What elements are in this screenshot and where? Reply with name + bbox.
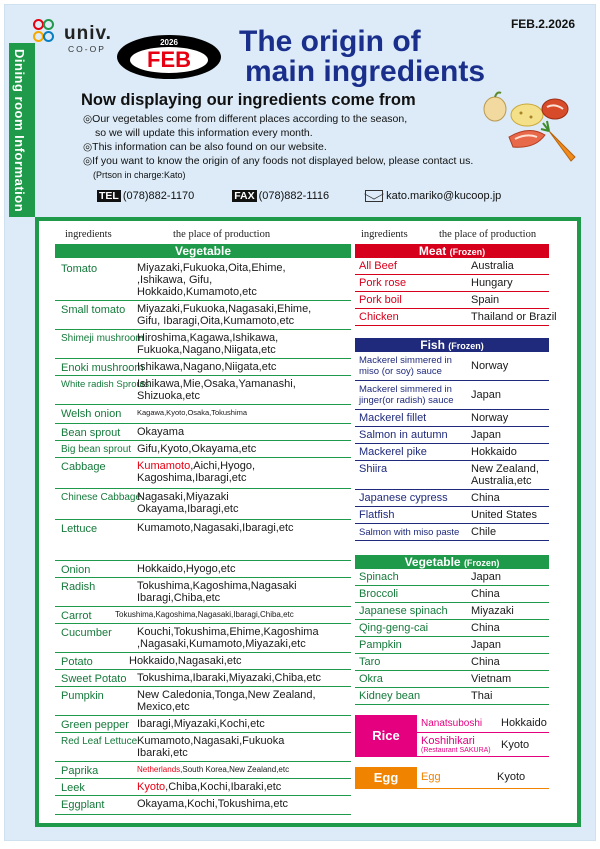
- production-place-line: Kagoshima,Ibaragi,etc: [137, 472, 247, 484]
- ingredient-name-line: Salmon with miso paste: [359, 527, 460, 538]
- production-place: [137, 781, 281, 793]
- frozen-vegetable-frozen-label: (Frozen): [463, 558, 500, 568]
- table-row: [355, 353, 549, 381]
- production-place-line: Thai: [471, 690, 493, 702]
- ingredient-name: [359, 674, 383, 685]
- ingredient-name: [359, 691, 420, 702]
- production-place: [137, 426, 184, 438]
- production-place: [137, 563, 235, 575]
- ingredient-name-line: Taro: [359, 656, 381, 668]
- production-place-line: Ibaraki,etc: [137, 747, 188, 759]
- production-place: [471, 389, 501, 401]
- ingredient-name: Sweet Potato: [61, 673, 127, 685]
- ingredient-name-line: Mackerel simmered in: [359, 355, 452, 366]
- table-row: [355, 428, 549, 444]
- production-place-line: Australia: [471, 260, 514, 272]
- production-place-line: New Caledonia,Tonga,New Zealand,: [137, 689, 316, 701]
- intro-notes: [83, 112, 473, 182]
- ingredient-name: Red Leaf Lettuce: [61, 736, 138, 747]
- table-row: [55, 579, 351, 607]
- rice-name: Koshihikari: [421, 735, 475, 747]
- ingredient-name: [359, 413, 426, 424]
- table-row: [355, 587, 549, 603]
- table-row: [355, 310, 557, 326]
- production-place-line: China: [471, 492, 500, 504]
- production-place: [137, 718, 265, 730]
- production-place: [137, 522, 294, 534]
- ingredient-name-line: Broccoli: [359, 588, 399, 600]
- table-row: [55, 654, 351, 670]
- contact-line: [97, 190, 501, 202]
- table-row: [55, 442, 351, 458]
- production-place-line: Japan: [471, 429, 501, 441]
- egg-name: Egg: [421, 771, 441, 783]
- production-place-highlight: Kyoto: [137, 781, 166, 793]
- logo-circle-icon: [43, 19, 54, 30]
- note-seasonal-cont: so we will update this information every month.: [95, 127, 313, 139]
- production-place-line: Japan: [471, 571, 501, 583]
- production-place: [471, 277, 513, 289]
- production-place-line: Kagawa,Kyoto,Osaka,Tokushima: [137, 408, 248, 417]
- ingredient-name: Green pepper: [61, 719, 129, 731]
- table-row: [355, 655, 549, 671]
- table-row: [55, 406, 351, 424]
- production-place-line: Ishikawa,Nagano,Niigata,etc: [137, 361, 277, 373]
- title-line-2: main ingredients: [245, 55, 486, 88]
- table-row: [355, 525, 549, 541]
- col-head-place-right: the place of production: [439, 229, 537, 240]
- title-line-1: The origin of: [239, 25, 421, 58]
- ingredient-name-line: Japanese cypress: [359, 492, 448, 504]
- rice-place: Kyoto: [501, 739, 530, 751]
- table-row: [55, 261, 351, 301]
- production-place-line: Fukuoka,Nagano,Niigata,etc: [137, 344, 276, 356]
- production-place: [137, 407, 247, 419]
- ingredient-name-line: Pampkin: [359, 639, 402, 651]
- production-place-line: Hokkaido,Nagasaki,etc: [129, 655, 242, 667]
- page-title: [239, 27, 485, 87]
- production-place: [471, 690, 492, 702]
- production-place-line: New Zealand,: [471, 463, 539, 475]
- ingredient-name-line: miso (or soy) sauce: [359, 366, 442, 377]
- production-place: [471, 673, 511, 685]
- production-place: [137, 332, 278, 356]
- note-contact: ◎If you want to know the origin of any foods not displayed below, please contact us.: [83, 155, 474, 167]
- rice-place: Hokkaido: [501, 717, 547, 729]
- fax-tag: FAX: [234, 190, 255, 202]
- production-place-line: ,Aichi,Hyogo,: [190, 460, 256, 472]
- table-row: [55, 780, 351, 796]
- egg-row: [417, 767, 549, 789]
- ingredient-name: [359, 464, 387, 475]
- ingredient-name: [359, 355, 452, 377]
- production-place-line: Japan: [471, 389, 501, 401]
- production-place-line: Ibaragi,Chiba,etc: [137, 592, 221, 604]
- production-place: [471, 588, 500, 600]
- egg-label: Egg: [355, 767, 417, 789]
- production-place: [115, 609, 294, 621]
- rice-row: [417, 715, 549, 733]
- frozen-vegetable-title: Vegetable: [404, 555, 461, 569]
- production-place-line: Kouchi,Tokushima,Ehime,Kagoshima: [137, 626, 319, 638]
- table-row: [55, 763, 351, 779]
- production-place: [137, 689, 316, 713]
- month-badge: [117, 35, 221, 79]
- tel-number: (078)882-1170: [122, 190, 195, 202]
- ingredient-name: Onion: [61, 564, 91, 576]
- mail-icon: [365, 190, 383, 202]
- production-place-line: Okayama,Kochi,Tokushima,etc: [137, 798, 289, 810]
- table-row: [55, 302, 351, 330]
- production-place-line: Australia,etc: [471, 475, 532, 487]
- production-place-line: China: [471, 656, 500, 668]
- ingredient-name: Pumpkin: [61, 690, 104, 702]
- table-row: [55, 331, 351, 359]
- production-place-line: Spain: [471, 294, 500, 306]
- production-place: [471, 492, 500, 504]
- vegetable-header: [55, 244, 351, 258]
- table-row: [355, 570, 549, 586]
- ingredient-name: Lettuce: [61, 523, 98, 535]
- production-place: [471, 639, 501, 651]
- ingredient-name-line: Japanese spinach: [359, 605, 448, 617]
- ingredient-name: Leek: [61, 782, 85, 794]
- ingredients-panel: [35, 217, 581, 827]
- production-place: [137, 460, 255, 484]
- ingredient-name: Bean sprout: [61, 427, 121, 439]
- production-place-line: Kumamoto,Nagasaki,Fukuoka: [137, 735, 285, 747]
- table-row: [55, 562, 351, 578]
- egg-block: [355, 767, 549, 789]
- egg-place: Kyoto: [497, 771, 526, 783]
- production-place: [137, 491, 239, 515]
- ingredient-name: [359, 640, 402, 651]
- table-row: [55, 734, 351, 762]
- production-place: [471, 429, 501, 441]
- ingredient-name: Paprika: [61, 765, 99, 777]
- ingredient-name: [359, 295, 402, 306]
- production-place: [471, 412, 508, 424]
- ingredient-name: [359, 606, 448, 617]
- production-place-line: Ibaragi,Miyazaki,Kochi,etc: [137, 718, 265, 730]
- production-place-line: China: [471, 588, 500, 600]
- fax-number: (078)882-1116: [258, 190, 330, 202]
- ingredient-name-line: Spinach: [359, 571, 399, 583]
- table-row: [355, 672, 549, 688]
- ingredient-name: Enoki mushroom: [61, 362, 144, 374]
- ingredient-name: Shimeji mushroom: [61, 333, 144, 344]
- ingredient-name: [359, 527, 459, 538]
- production-place-line: Tokushima,Kagoshima,Nagasaki: [137, 580, 297, 592]
- production-place-line: Miyazaki,Fukuoka,Oita,Ehime,: [137, 262, 286, 274]
- production-place: [137, 443, 256, 455]
- ingredient-name: Welsh onion: [61, 408, 122, 420]
- ingredient-name-line: Pork boil: [359, 294, 402, 306]
- ingredient-name: [359, 493, 448, 504]
- production-place: [137, 580, 297, 604]
- ingredient-name: Tomato: [61, 263, 98, 275]
- ingredient-name: Eggplant: [61, 799, 105, 811]
- ingredient-name: [359, 510, 394, 521]
- production-place-line: Hokkaido: [471, 446, 517, 458]
- table-row: [355, 491, 549, 507]
- note-website: ◎This information can be also found on our website.: [83, 141, 327, 153]
- fish-frozen-label: (Frozen): [448, 341, 484, 351]
- intro-subtitle: Now displaying our ingredients come from: [81, 91, 416, 109]
- production-place-line: Hokkaido,Hyogo,etc: [137, 563, 236, 575]
- production-place: [137, 361, 276, 373]
- logo-coop-text: CO-OP: [68, 44, 106, 54]
- production-place-highlight: Netherlands: [137, 765, 181, 774]
- logo-univ-text: univ.: [64, 23, 112, 44]
- ingredient-name: [359, 623, 428, 634]
- table-row: [355, 276, 549, 292]
- production-place-line: ,Ishikawa, Gifu,: [137, 274, 213, 286]
- ingredient-name: Cucumber: [61, 627, 112, 639]
- production-place: [471, 311, 557, 323]
- note-person: (Prtson in charge:Kato): [93, 170, 186, 180]
- production-place-line: China: [471, 622, 500, 634]
- rice-label: Rice: [355, 715, 417, 757]
- ingredient-name: [359, 278, 406, 289]
- production-place: [137, 262, 286, 298]
- ingredient-name: [359, 589, 398, 600]
- ingredient-name: White radish Sprouts: [61, 379, 150, 390]
- production-place-line: Kumamoto,Nagasaki,Ibaragi,etc: [137, 522, 294, 534]
- production-place-line: Vietnam: [471, 673, 512, 685]
- production-place: [471, 294, 499, 306]
- table-row: [55, 360, 351, 376]
- table-row: [355, 689, 549, 705]
- production-place-line: ,Nagasaki,Kumamoto,Miyazaki,etc: [137, 638, 306, 650]
- ingredient-name-line: Mackerel pike: [359, 446, 427, 458]
- table-row: [55, 608, 351, 624]
- ingredient-name-line: jinger(or radish) sauce: [359, 395, 454, 406]
- badge-year: 2026: [160, 38, 178, 47]
- ingredient-name-line: Pork rose: [359, 277, 407, 289]
- table-row: [55, 377, 351, 405]
- table-row: [355, 604, 549, 620]
- rice-name: Nanatsuboshi: [421, 718, 483, 729]
- sidebar-label: Dining room Information: [12, 49, 27, 213]
- production-place: [129, 655, 242, 667]
- table-row: [55, 671, 351, 687]
- table-row: [355, 382, 549, 410]
- ingredient-name-line: Qing-geng-cai: [359, 622, 429, 634]
- table-row: [355, 411, 549, 427]
- production-place: [137, 764, 289, 776]
- production-place-line: Japan: [471, 639, 501, 651]
- table-row: [55, 717, 351, 733]
- ingredient-name: [359, 384, 454, 406]
- production-place-line: Hungary: [471, 277, 513, 289]
- production-place-line: Tokushima,Ibaraki,Miyazaki,Chiba,etc: [137, 672, 322, 684]
- ingredient-name: [359, 430, 448, 441]
- table-row: [355, 462, 549, 490]
- logo-circle-icon: [43, 31, 54, 42]
- production-place: [471, 463, 539, 487]
- ingredient-name: [359, 657, 380, 668]
- production-place-line: Ishikawa,Mie,Osaka,Yamanashi,: [137, 378, 296, 390]
- ingredient-name-line: Flatfish: [359, 509, 395, 521]
- ingredient-name: Small tomato: [61, 304, 126, 316]
- col-head-place-left: the place of production: [173, 229, 271, 240]
- production-place-line: Miyazaki: [471, 605, 514, 617]
- production-place: [137, 378, 296, 402]
- production-place: [471, 571, 501, 583]
- note-seasonal: ◎Our vegetables come from different places according to the season,: [83, 113, 408, 125]
- tel-tag: TEL: [99, 190, 119, 202]
- ingredient-name-line: Kidney bean: [359, 690, 421, 702]
- table-row: [55, 625, 351, 653]
- production-place: [471, 656, 500, 668]
- production-place-line: Okayama,Ibaragi,etc: [137, 503, 239, 515]
- ingredient-name: Big bean sprout: [61, 444, 132, 455]
- ingredient-name: Potato: [61, 656, 93, 668]
- ingredient-name-line: Salmon in autumn: [359, 429, 448, 441]
- vegetable-title: Vegetable: [174, 244, 232, 258]
- production-place-line: United States: [471, 509, 538, 521]
- table-row: [55, 797, 351, 815]
- production-place-line: Norway: [471, 360, 509, 372]
- table-row: [55, 688, 351, 716]
- production-place-highlight: Kumamoto: [137, 460, 191, 472]
- ingredient-name: Cabbage: [61, 461, 106, 473]
- table-row: [355, 638, 549, 654]
- table-row: [55, 425, 351, 441]
- col-head-ingredients-left: ingredients: [65, 229, 112, 240]
- production-place-line: Hiroshima,Kagawa,Ishikawa,: [137, 332, 279, 344]
- email-address: kato.mariko@kucoop.jp: [386, 190, 502, 202]
- fish-title: Fish: [420, 338, 445, 352]
- production-place: [137, 626, 319, 650]
- meat-frozen-label: (Frozen): [449, 247, 486, 257]
- badge-month: FEB: [130, 47, 208, 73]
- production-place-line: Mexico,etc: [137, 701, 190, 713]
- production-place: [137, 672, 321, 684]
- meat-title: Meat: [418, 244, 447, 258]
- table-row: [355, 621, 549, 637]
- fish-header: [355, 338, 549, 352]
- ingredient-name: [359, 261, 397, 272]
- ingredient-name-line: All Beef: [359, 260, 397, 272]
- ingredient-name-line: Shiira: [359, 463, 388, 475]
- ingredient-name: Radish: [61, 581, 96, 593]
- ingredient-name: [359, 447, 427, 458]
- col-head-ingredients-right: ingredients: [361, 229, 408, 240]
- production-place-line: Miyazaki,Fukuoka,Nagasaki,Ehime,: [137, 303, 312, 315]
- ingredient-name-line: Mackerel fillet: [359, 412, 427, 424]
- ingredient-name-line: Mackerel simmered in: [359, 384, 452, 395]
- production-place-line: Thailand or Brazil: [471, 311, 557, 323]
- issue-date: FEB.2.2026: [510, 17, 575, 31]
- production-place: [471, 622, 500, 634]
- frozen-vegetable-header: [355, 555, 549, 569]
- table-row: [355, 293, 549, 309]
- page-background: [4, 4, 596, 841]
- production-place-line: Nagasaki,Miyazaki: [137, 491, 229, 503]
- production-place-line: Tokushima,Kagoshima,Nagasaki,Ibaragi,Chiba,etc: [115, 610, 294, 619]
- ingredient-name: Chinese Cabbage: [61, 492, 142, 503]
- production-place-line: Okayama: [137, 426, 185, 438]
- production-place-line: Hokkaido,Kumamoto,etc: [137, 286, 257, 298]
- ingredient-name-line: Okra: [359, 673, 383, 685]
- table-row: [55, 490, 351, 520]
- rice-name-sub: (Restaurant SAKURA): [421, 747, 491, 754]
- production-place: [471, 446, 517, 458]
- table-row: [55, 521, 351, 561]
- table-row: [355, 445, 549, 461]
- sidebar-label-bar: [9, 43, 35, 217]
- ingredients-illustration-icon: [475, 87, 583, 167]
- ingredient-name-line: Chicken: [359, 311, 399, 323]
- production-place: [137, 735, 284, 759]
- production-place: [471, 509, 537, 521]
- production-place: [471, 360, 508, 372]
- production-place-line: ,South Korea,New Zealand,etc: [180, 765, 290, 774]
- ingredient-name: Carrot: [61, 610, 92, 622]
- ingredient-name: [359, 312, 399, 323]
- production-place-line: Chile: [471, 526, 497, 538]
- rice-row: [417, 733, 549, 757]
- ingredient-name: [359, 572, 399, 583]
- production-place: [471, 605, 514, 617]
- table-row: [55, 459, 351, 489]
- production-place-line: Gifu,Kyoto,Okayama,etc: [137, 443, 257, 455]
- meat-header: [355, 244, 549, 258]
- production-place: [471, 260, 514, 272]
- production-place-line: Gifu, Ibaragi,Oita,Kumamoto,etc: [137, 315, 295, 327]
- production-place-line: ,Chiba,Kochi,Ibaraki,etc: [165, 781, 282, 793]
- table-row: [355, 508, 549, 524]
- production-place-line: Shizuoka,etc: [137, 390, 200, 402]
- table-row: [355, 259, 549, 275]
- production-place: [137, 303, 311, 327]
- production-place: [471, 526, 496, 538]
- rice-block: [355, 715, 549, 757]
- production-place-line: Norway: [471, 412, 509, 424]
- production-place: [137, 798, 288, 810]
